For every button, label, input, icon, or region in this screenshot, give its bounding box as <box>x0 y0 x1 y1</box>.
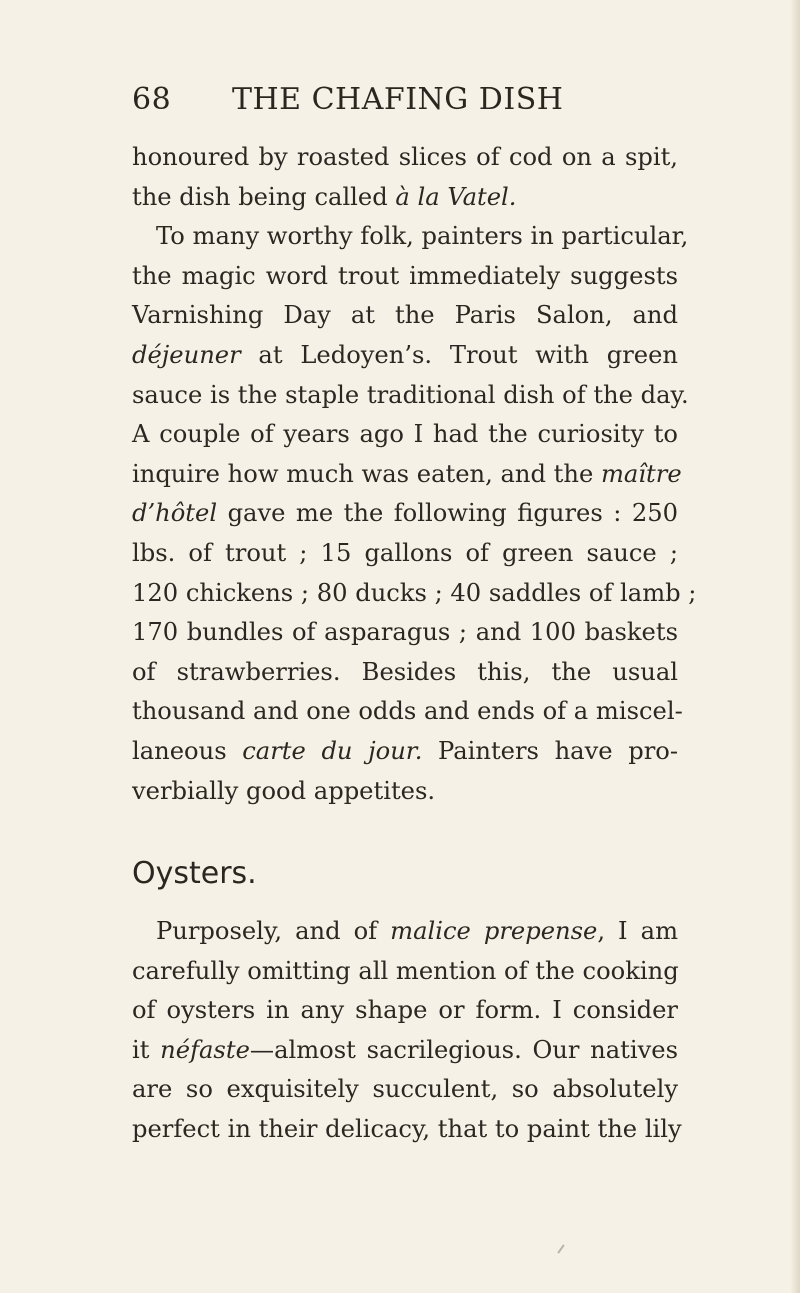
text-line: verbially good appetites. <box>132 776 436 805</box>
text-line: of strawberries. Besides this, the usual <box>132 657 678 686</box>
text-line: Varnishing Day at the Paris Salon, and <box>132 301 678 330</box>
text-line: To many worthy folk, painters in particular, <box>156 222 689 251</box>
text-line: lbs. of trout ; 15 gallons of green sauce ; <box>132 538 678 567</box>
ink-speck <box>557 1244 564 1253</box>
text-line: it néfaste—almost sacrilegious. Our natives <box>132 1035 678 1064</box>
text-line: thousand and one odds and ends of a miscel- <box>132 697 683 726</box>
text-line: Purposely, and of malice prepense, I am <box>156 917 679 945</box>
page-number: 68 <box>132 82 172 117</box>
running-title: THE CHAFING DISH <box>232 82 564 117</box>
section-heading: Oysters. <box>132 856 257 891</box>
text-line: are so exquisitely succulent, so absolutely <box>132 1075 678 1104</box>
text-line: perfect in their delicacy, that to paint the lily <box>132 1114 682 1143</box>
text-line: 120 chickens ; 80 ducks ; 40 saddles of lamb ; <box>132 578 697 607</box>
text-line: A couple of years ago I had the curiosity to <box>132 420 678 449</box>
text-line: inquire how much was eaten, and the maître <box>132 459 682 488</box>
text-line: honoured by roasted slices of cod on a spit, <box>132 143 678 171</box>
body-text-section-1 <box>132 138 697 811</box>
text-line: sauce is the staple traditional dish of the day. <box>132 380 689 409</box>
text-line: of oysters in any shape or form. I consider <box>132 996 678 1025</box>
text-line: déjeuner at Ledoyen’s. Trout with green <box>132 340 678 369</box>
body-text-section-2 <box>132 912 682 1150</box>
page-header <box>132 82 672 117</box>
text-line: the magic word trout immediately suggests <box>132 261 678 290</box>
text-line: carefully omitting all mention of the cooking <box>132 956 679 985</box>
page-edge-shadow <box>790 0 800 1293</box>
text-line: the dish being called à la Vatel. <box>132 182 517 211</box>
text-line: d’hôtel gave me the following figures : 250 <box>132 499 678 528</box>
text-line: 170 bundles of asparagus ; and 100 baskets <box>132 618 678 647</box>
text-line: laneous carte du jour. Painters have pro- <box>132 736 678 765</box>
